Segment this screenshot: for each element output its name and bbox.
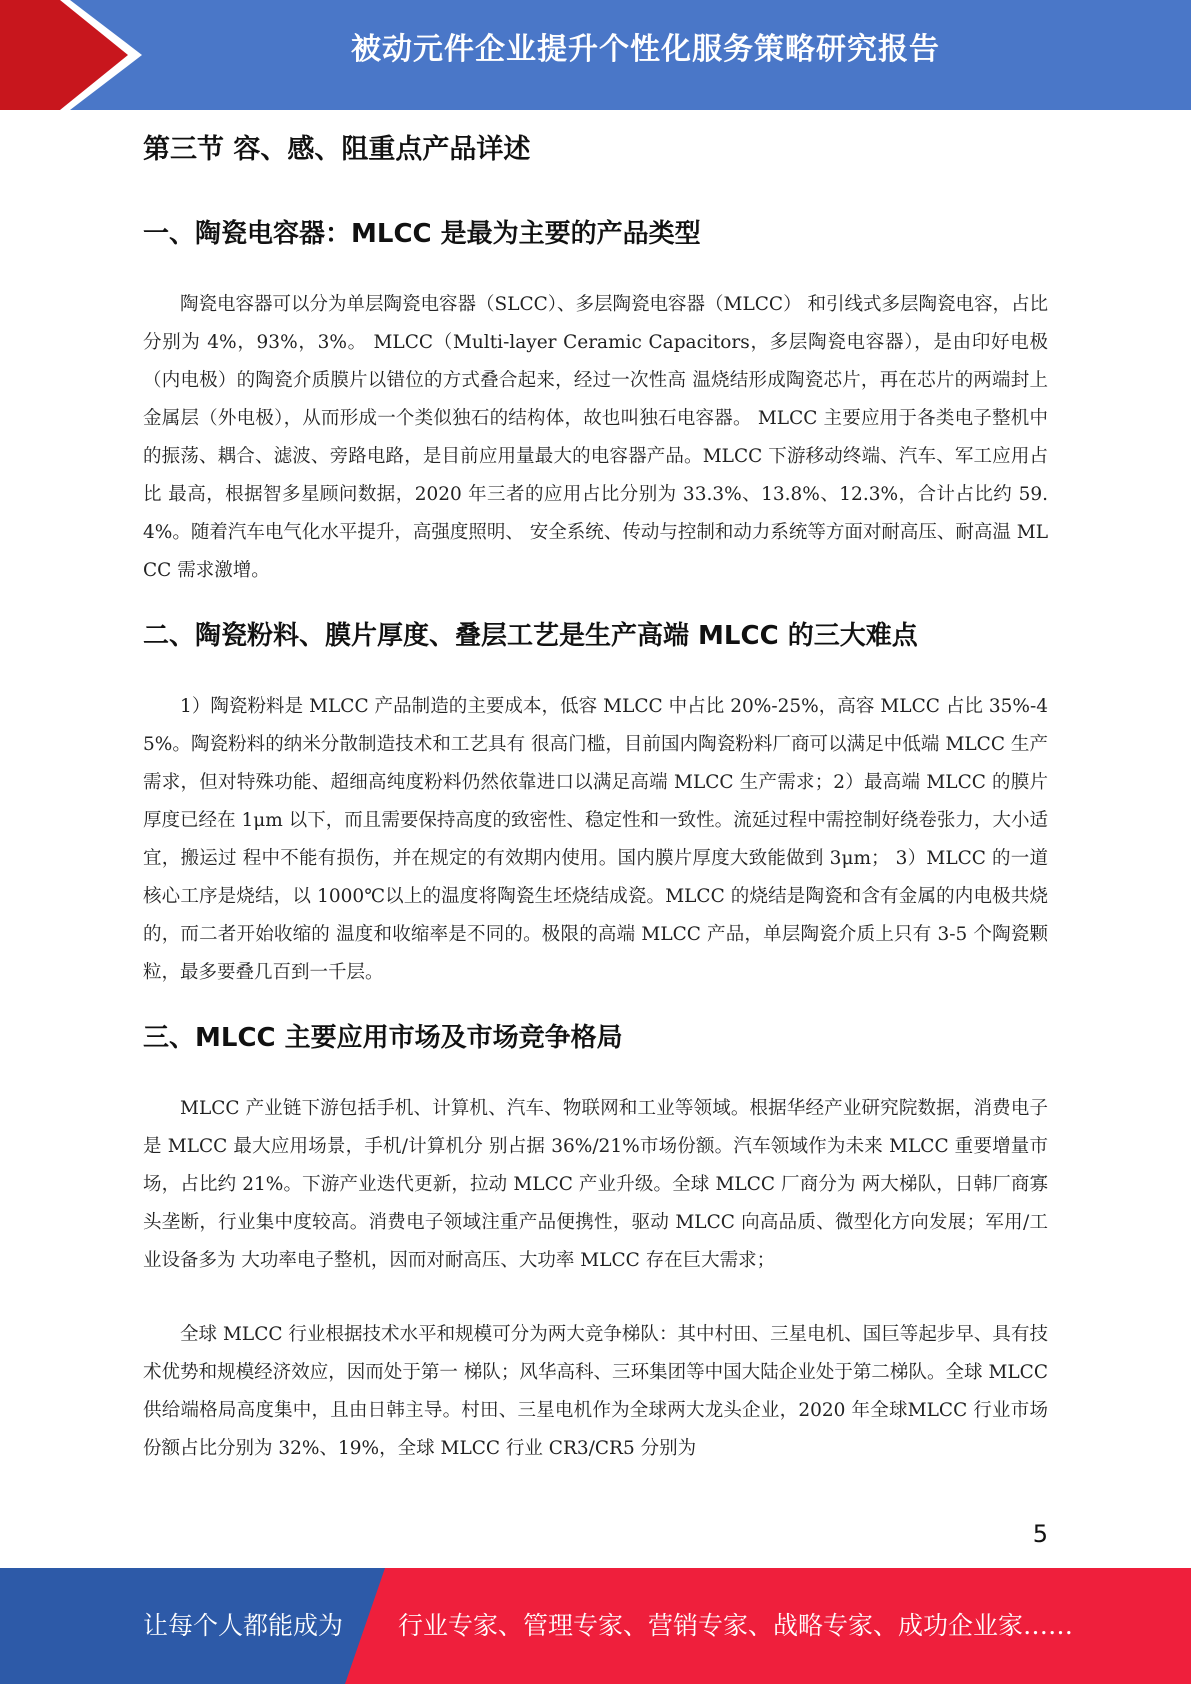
- paragraph: 陶瓷电容器可以分为单层陶瓷电容器（SLCC）、多层陶瓷电容器（MLCC） 和引线式多层陶瓷电容，占比分别为 4%，93%，3%。 MLCC（Multi-layer Ceramic Capacitors，多层陶瓷电容器），是由印好电极（内电极）的陶瓷介质膜片以错位的方式叠合起来，经过一次性高 温烧结形成陶瓷芯片，再在芯片的两端封上金属层（外电极），从而形成一个类似独石的结构体，故也叫独石电容器。 MLCC 主要应用于各类电子整机中的振荡、耦合、滤波、旁路电路，是目前应用量最大的电容器产品。MLCC 下游移动终端、汽车、军工应用占比 最高，根据智多星顾问数据，2020 年三者的应用占比分别为 33.3%、13.8%、12.3%，合计占比约 59.4%。随着汽车电气化水平提升，高强度照明、 安全系统、传动与控制和动力系统等方面对耐高压、耐高温 MLCC 需求激增。: [143, 294, 1048, 581]
- header-arrow-decoration: [0, 0, 142, 110]
- page-header: [0, 0, 1191, 110]
- footer-slogan-left: 让每个人都能成为: [143, 1611, 344, 1640]
- paragraph: 1）陶瓷粉料是 MLCC 产品制造的主要成本，低容 MLCC 中占比 20%-25%，高容 MLCC 占比 35%-45%。陶瓷粉料的纳米分散制造技术和工艺具有 很高门槛，目前国内陶瓷粉料厂商可以满足中低端 MLCC 生产需求，但对特殊功能、超细高纯度粉料仍然依靠进口以满足高端 MLCC 生产需求；2）最高端 MLCC 的膜片厚度已经在 1μm 以下，而且需要保持高度的致密性、稳定性和一致性。流延过程中需控制好绕卷张力，大小适宜，搬运过 程中不能有损伤，并在规定的有效期内使用。国内膜片厚度大致能做到 3μm； 3）MLCC 的一道核心工序是烧结，以 1000℃以上的温度将陶瓷生坯烧结成瓷。MLCC 的烧结是陶瓷和含有金属的内电极共烧的，而二者开始收缩的 温度和收缩率是不同的。极限的高端 MLCC 产品，单层陶瓷介质上只有 3-5 个陶瓷颗粒，最多要叠几百到一千层。: [143, 696, 1048, 983]
- paragraph: 全球 MLCC 行业根据技术水平和规模可分为两大竞争梯队：其中村田、三星电机、国巨等起步早、具有技术优势和规模经济效应，因而处于第一 梯队；风华高科、三环集团等中国大陆企业处于第二梯队。全球 MLCC 供给端格局高度集中，且由日韩主导。村田、三星电机作为全球两大龙头企业，2020 年全球MLCC 行业市场份额占比分别为 32%、19%，全球 MLCC 行业 CR3/CR5 分别为: [143, 1324, 1048, 1459]
- page-number: 5: [1032, 1520, 1048, 1548]
- report-title: 被动元件企业提升个性化服务策略研究报告: [351, 32, 940, 67]
- heading-1: 一、陶瓷电容器：MLCC 是最为主要的产品类型: [143, 219, 701, 249]
- section-title: 第三节 容、感、阻重点产品详述: [143, 134, 531, 165]
- page-content: [143, 126, 1048, 1468]
- heading-2: 二、陶瓷粉料、膜片厚度、叠层工艺是生产高端 MLCC 的三大难点: [143, 621, 918, 651]
- heading-3: 三、MLCC 主要应用市场及市场竞争格局: [143, 1023, 623, 1053]
- page-footer: [0, 1568, 1191, 1684]
- paragraph: MLCC 产业链下游包括手机、计算机、汽车、物联网和工业等领域。根据华经产业研究院数据，消费电子是 MLCC 最大应用场景，手机/计算机分 别占据 36%/21%市场份额。汽车领域作为未来 MLCC 重要增量市场，占比约 21%。下游产业迭代更新，拉动 MLCC 产业升级。全球 MLCC 厂商分为 两大梯队，日韩厂商寡头垄断，行业集中度较高。消费电子领域注重产品便携性，驱动 MLCC 向高品质、微型化方向发展；军用/工业设备多为 大功率电子整机，因而对耐高压、大功率 MLCC 存在巨大需求；: [143, 1098, 1048, 1271]
- footer-slogan-right: 行业专家、管理专家、营销专家、战略专家、成功企业家……: [398, 1611, 1074, 1640]
